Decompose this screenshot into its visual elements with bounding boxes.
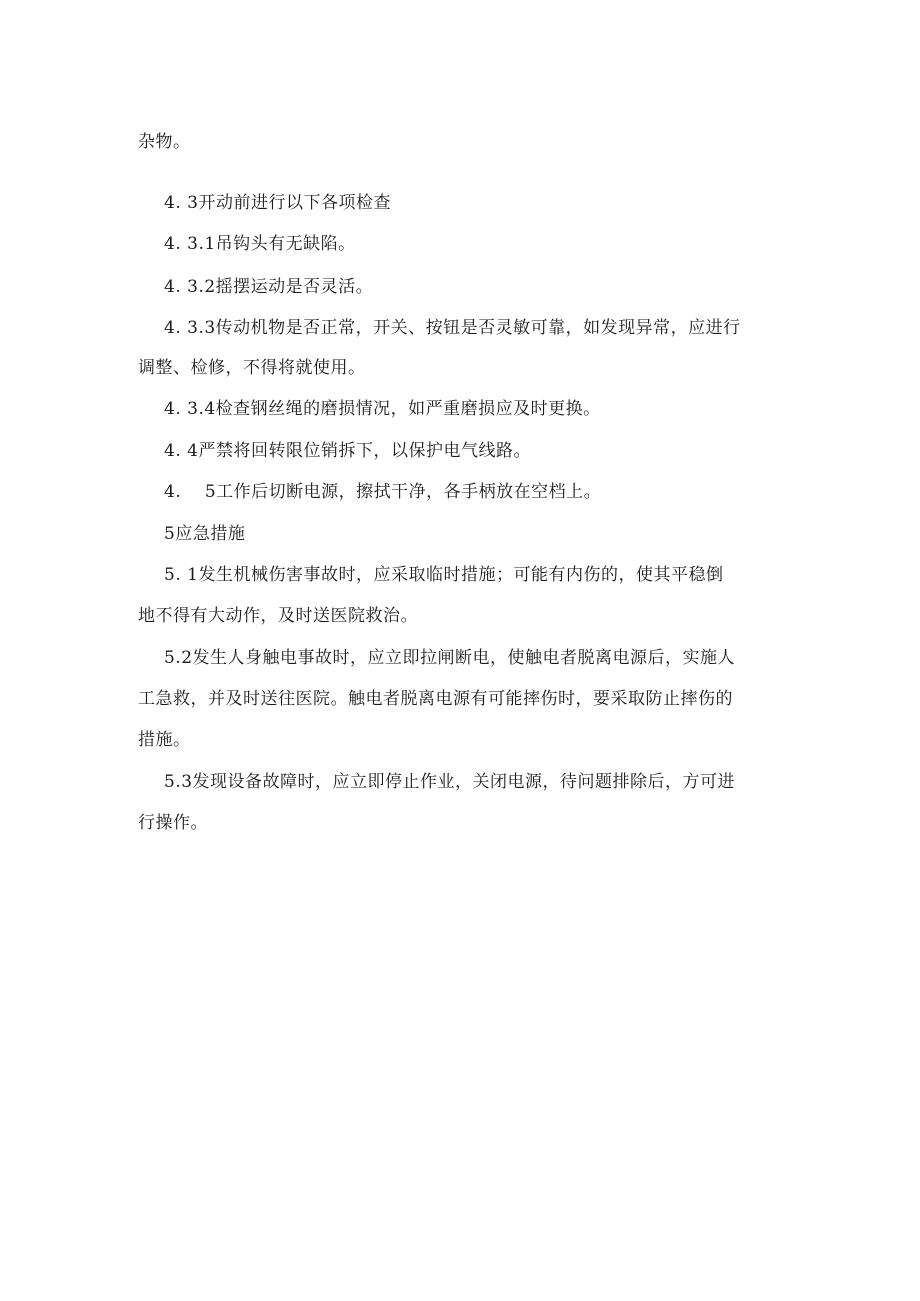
text-line: 地不得有大动作，及时送医院救治。: [138, 606, 418, 626]
text-line: 5. 1发生机械伤害事故时，应采取临时措施；可能有内伤的，使其平稳倒: [164, 565, 724, 585]
text-line: 措施。: [138, 730, 191, 750]
text-line: 4. 5工作后切断电源，擦拭干净，各手柄放在空档上。: [164, 482, 602, 502]
text-line: 4. 4严禁将回转限位销拆下，以保护电气线路。: [164, 441, 531, 461]
section-heading-4-3: 4. 3开动前进行以下各项检查: [164, 193, 391, 213]
text-line: 杂物。: [138, 132, 191, 152]
text-line: 调整、检修，不得将就使用。: [138, 358, 366, 378]
text-line: 5.2发生人身触电事故时，应立即拉闸断电，使触电者脱离电源后，实施人: [164, 648, 736, 668]
text-line: 行操作。: [138, 813, 208, 833]
text-line: 4. 3.3传动机物是否正常，开关、按钮是否灵敏可靠，如发现异常，应进行: [164, 318, 741, 338]
text-line: 4. 3.2摇摆运动是否灵活。: [164, 277, 374, 297]
section-heading-5: 5应急措施: [164, 524, 246, 544]
text-line: 4. 3.1吊钩头有无缺陷。: [164, 234, 356, 254]
text-line: 4. 3.4检查钢丝绳的磨损情况，如严重磨损应及时更换。: [164, 399, 601, 419]
text-line: 工急救，并及时送往医院。触电者脱离电源有可能摔伤时，要采取防止摔伤的: [138, 689, 733, 709]
text-line: 5.3发现设备故障时，应立即停止作业，关闭电源，待问题排除后，方可进: [164, 772, 736, 792]
